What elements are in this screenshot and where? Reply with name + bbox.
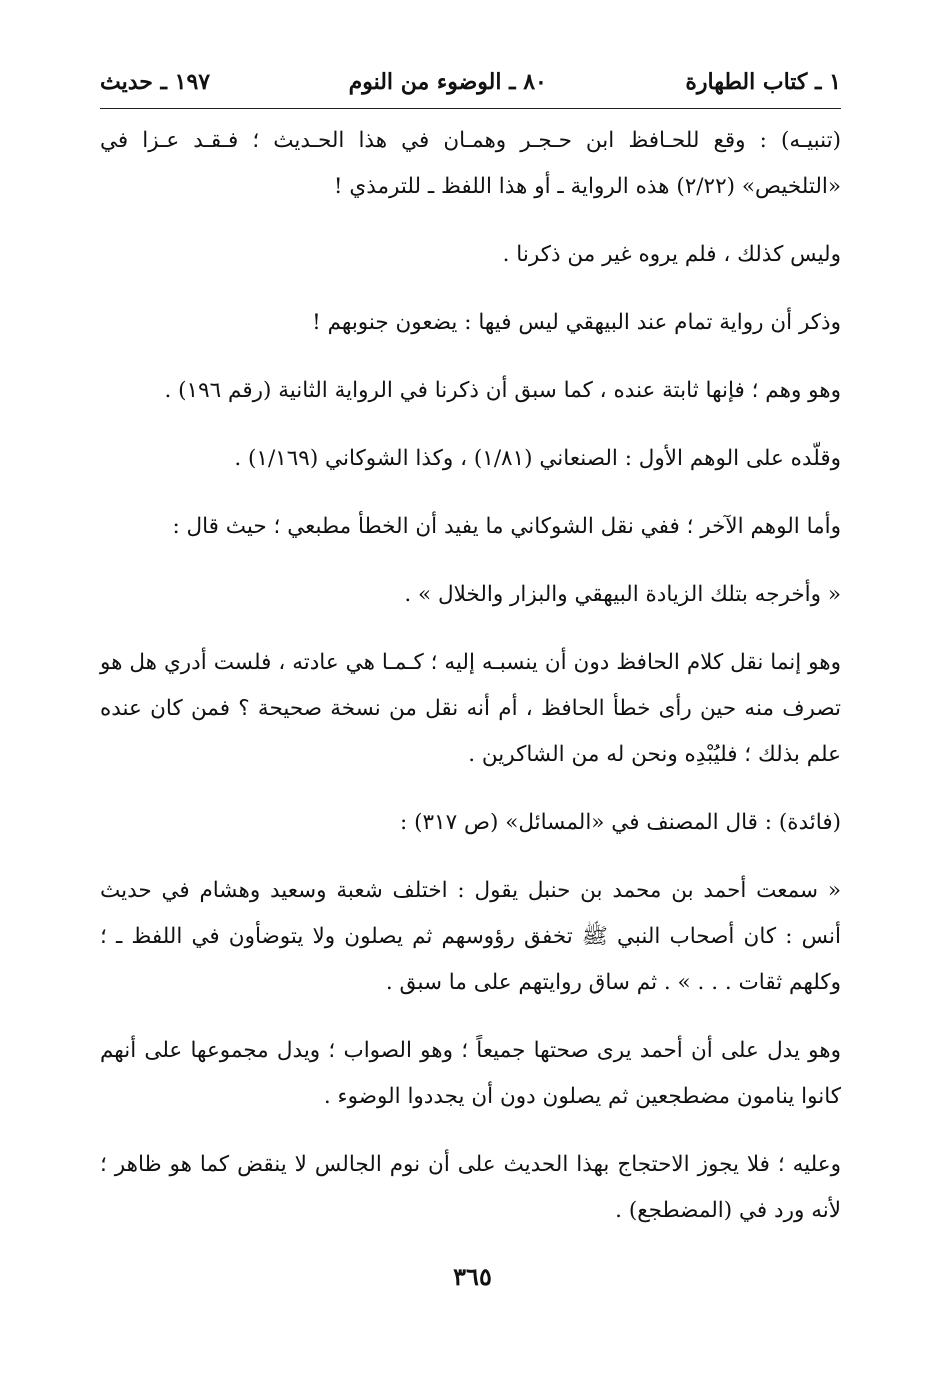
paragraph: وهو يدل على أن أحمد يرى صحتها جميعاً ؛ وهو الصواب ؛ ويدل مجموعها على أنهم كانوا ينامون مضطجعين ثم يصلون دون أن يجددوا الوضوء . [100,1038,841,1109]
header-chapter-title: ٨٠ ـ الوضوء من النوم [348,69,547,95]
header-hadith-number: ١٩٧ ـ حديث [100,69,211,95]
paragraph: وأما الوهم الآخر ؛ ففي نقل الشوكاني ما يفيد أن الخطأ مطبعي ؛ حيث قال : [172,514,841,539]
paragraph: وقلّده على الوهم الأول : الصنعاني (١/٨١) ، وكذا الشوكاني (١/١٦٩) . [234,446,841,471]
paragraph: وهو إنما نقل كلام الحافظ دون أن ينسبـه إليه ؛ كـمـا هي عادته ، فلست أدري هل هو تصرف منه حين رأى خطأ الحافظ ، أم أنه نقل من نسخة صحيحة ؟ فمن كان عنده علم بذلك ؛ فليُبْدِه ونحن له من الشاكرين . [100,650,841,767]
paragraph: وعليه ؛ فلا يجوز الاحتجاج بهذا الحديث على أن نوم الجالس لا ينقض كما هو ظاهر ؛ لأنه ورد في (المضطجع) . [100,1152,841,1223]
paragraph-benefit: (فائدة) : قال المصنف في «المسائل» (ص ٣١٧) : [400,810,841,835]
header-book-title: ١ ـ كتاب الطهارة [685,69,841,95]
page-body [100,118,841,1256]
paragraph-note: (تنبيـه) : وقع للحـافظ ابن حـجـر وهمـان في هذا الحـديث ؛ فـقـد عـزا في «التلخيص» (٢/٢٢) هذه الرواية ـ أو هذا اللفظ ـ للترمذي ! [100,128,841,199]
running-header [100,60,841,109]
paragraph: وذكر أن رواية تمام عند البيهقي ليس فيها : يضعون جنوبهم ! [312,310,841,335]
quotation: « سمعت أحمد بن محمد بن حنبل يقول : اختلف شعبة وسعيد وهشام في حديث أنس : كان أصحاب النبي ﷺ تخفق رؤوسهم ثم يصلون ولا يتوضأون في اللفظ ـ ؛ وكلهم ثقات . . . » . ثم ساق روايتهم على ما سبق . [100,878,841,995]
quotation: « وأخرجه بتلك الزيادة البيهقي والبزار والخلال » . [404,582,841,607]
paragraph: وهو وهم ؛ فإنها ثابتة عنده ، كما سبق أن ذكرنا في الرواية الثانية (رقم ١٩٦) . [164,378,841,403]
paragraph: وليس كذلك ، فلم يروه غير من ذكرنا . [502,242,841,267]
page-number: ٣٦٥ [453,1262,492,1291]
